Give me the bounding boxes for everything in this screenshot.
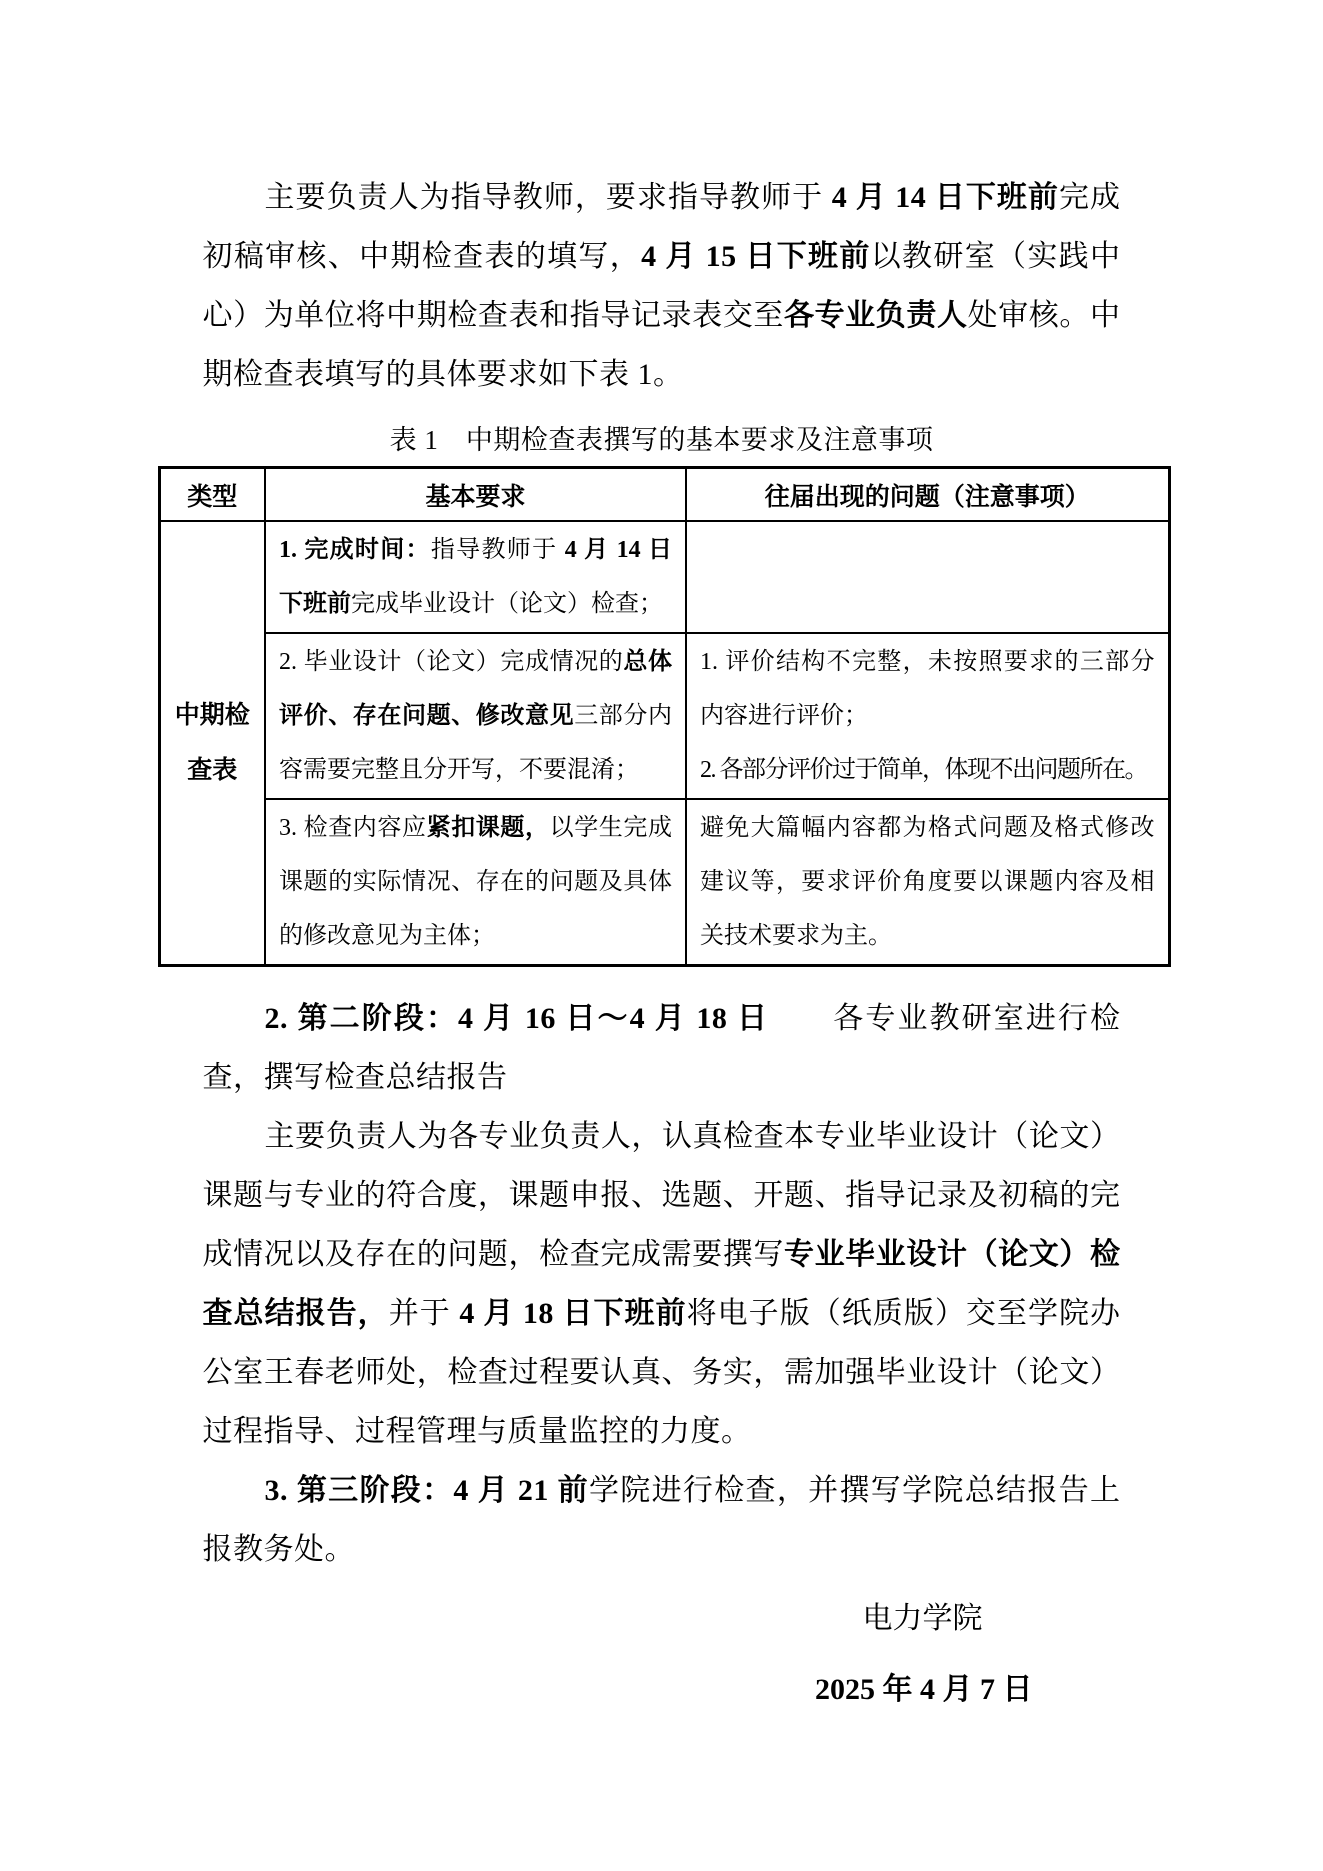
paragraph-stage2-detail [203, 1107, 1121, 1461]
requirement-3-cell [265, 799, 686, 966]
text-run: 主要负责人为各专业负责人，认真检查本专业毕业设计（论文）课题与专业的符合度，课题申报、选题、开题、指导记录及初稿的完成情况以及存在的问题，检查完成需要撰写 [202, 1120, 1121, 1271]
table-header-row [159, 468, 1169, 522]
bold-text-run: 1. 完成时间： [279, 537, 431, 563]
bold-text-run: 紧扣课题， [426, 815, 550, 841]
text-run: 指导教师于 [430, 537, 565, 563]
text-run: 以教研室（实践中心）为单位将中期检查表和指导记录表交至 [202, 240, 1121, 332]
bold-text-run: 总体评价、存在问题、修改意见 [279, 649, 673, 729]
paragraph-stage3 [203, 1461, 1121, 1579]
text-run: 2. 各部分评价过于简单，体现不出问题所在。 [700, 757, 1147, 783]
text-run: 将电子版（纸质版）交至学院办公室王春老师处，检查过程要认真、务实，需加强毕业设计（论文）过程指导、过程管理与质量监控的力度。 [202, 1297, 1121, 1448]
bold-text-run: 各专业负责人 [783, 299, 968, 332]
issues-2-cell [686, 633, 1169, 799]
text-run: 避免大篇幅内容都为格式问题及格式修改建议等，要求评价角度要以课题内容及相关技术要求为主。 [700, 815, 1155, 949]
bold-text-run: 专业毕业设计（论文）检查总结报告， [202, 1238, 1121, 1330]
bold-text-run: 2. 第二阶段：4 月 16 日～4 月 18 日 [264, 1002, 770, 1035]
text-run: 1. 评价结构不完整，未按照要求的三部分内容进行评价； [700, 649, 1155, 729]
requirement-1-cell [265, 521, 686, 633]
table-row [159, 633, 1169, 799]
header-basic-requirements: 基本要求 [265, 468, 686, 522]
header-type: 类型 [159, 468, 265, 522]
requirement-2-cell [265, 633, 686, 799]
midterm-check-requirements-table [158, 466, 1171, 967]
text-run: 学院进行检查，并撰写学院总结报告上报教务处。 [202, 1474, 1121, 1566]
text-run: 三部分内容需要完整且分开写，不要混淆； [279, 703, 673, 783]
bold-text-run: 3. 第三阶段：4 月 21 前 [264, 1474, 589, 1507]
bold-text-run: 4 月 15 日下班前 [641, 240, 871, 273]
bold-text-run: 4 月 14 日下班前 [831, 181, 1059, 214]
text-run: 并于 [388, 1297, 460, 1330]
bold-text-run: 4 月 18 日下班前 [459, 1297, 687, 1330]
issues-1-cell-empty [686, 521, 1169, 633]
issue-item-2 [700, 743, 1155, 797]
header-past-issues: 往届出现的问题（注意事项） [686, 468, 1169, 522]
issue-item-1 [700, 635, 1155, 743]
table-row [159, 799, 1169, 966]
signature-organization: 电力学院 [862, 1602, 983, 1635]
text-run: 3. 检查内容应 [279, 815, 427, 841]
table-caption: 表 1 中期检查表撰写的基本要求及注意事项 [389, 425, 934, 455]
text-run: 以学生完成课题的实际情况、存在的问题及具体的修改意见为主体； [279, 815, 673, 949]
signature-date: 2025 年 4 月 7 日 [815, 1673, 1033, 1706]
document-content [174, 0, 1155, 1719]
paragraph-stage2-heading [203, 989, 1121, 1107]
bold-text-run: 4 月 14 日下班前 [279, 537, 672, 617]
issues-3-cell [686, 799, 1169, 966]
paragraph-stage1-detail [203, 168, 1121, 404]
text-run: 2. 毕业设计（论文）完成情况的 [279, 649, 624, 675]
row-label-midterm-check-form: 中期检查表 [159, 521, 265, 966]
text-run: 各专业教研室进行检查，撰写检查总结报告 [202, 1002, 1121, 1094]
text-run: 完成毕业设计（论文）检查； [351, 591, 663, 617]
text-run: 完成初稿审核、中期检查表的填写， [202, 181, 1121, 273]
text-run: 处审核。中期检查表填写的具体要求如下表 1。 [202, 299, 1121, 391]
table-row [159, 521, 1169, 633]
text-run: 主要负责人为指导教师，要求指导教师于 [264, 181, 832, 214]
